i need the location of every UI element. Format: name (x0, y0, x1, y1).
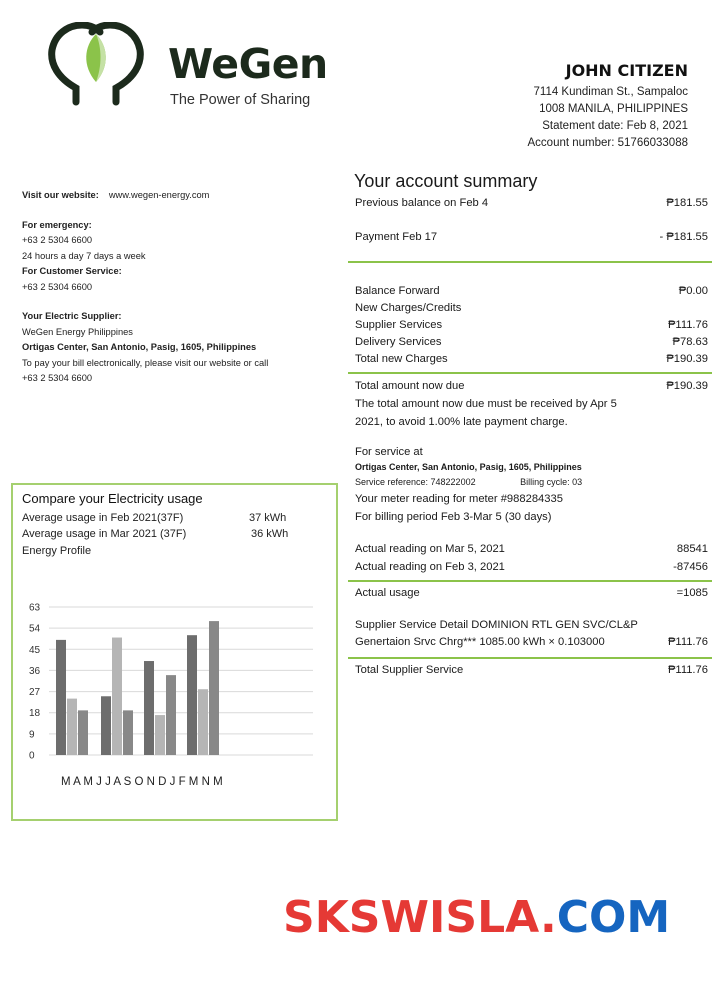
y-tick-label: 18 (29, 708, 41, 720)
usage-bar (144, 661, 154, 755)
customer-address-line2: 1008 MANILA, PHILIPPINES (539, 103, 688, 115)
actual-reading-feb-row (348, 558, 712, 576)
emergency-hours: 24 hours a day 7 days a week (22, 250, 146, 261)
usage-bar (155, 715, 165, 755)
supplier-detail-line1: Supplier Service Detail DOMINION RTL GEN SVC/CL&P (355, 619, 638, 631)
payment-value: - ₱181.55 (659, 231, 708, 243)
payment-row (348, 229, 712, 246)
delivery-services-label: Delivery Services (355, 336, 442, 348)
supplier-detail-line2-value: ₱111.76 (667, 636, 708, 648)
watermark-part2: COM (556, 892, 671, 943)
service-phone: +63 2 5304 6600 (22, 281, 93, 292)
balance-forward-label: Balance Forward (355, 285, 440, 297)
usage-bar (101, 696, 111, 755)
usage-bar (198, 689, 208, 755)
usage-feb-value: 37 kWh (249, 512, 287, 524)
total-supplier-row (348, 662, 712, 679)
previous-balance-row (348, 195, 712, 212)
usage-bar (166, 675, 176, 755)
website-label: Visit our website: (22, 190, 99, 200)
usage-bar (123, 710, 133, 755)
billing-cycle: Billing cycle: 03 (520, 477, 583, 487)
website-row (22, 188, 332, 204)
actual-usage-value: =1085 (676, 587, 708, 599)
delivery-services-row (348, 334, 712, 351)
usage-comparison-box (11, 483, 338, 821)
usage-bar (78, 710, 88, 755)
actual-reading-mar-value: 88541 (676, 543, 708, 555)
y-tick-label: 36 (29, 665, 41, 677)
x-tick-labels: M A M J J A S O N D J F M N M (61, 776, 223, 788)
actual-usage-label: Actual usage (355, 587, 420, 599)
usage-title: Compare your Electricity usage (22, 491, 203, 506)
previous-balance-value: ₱181.55 (666, 197, 708, 209)
delivery-services-value: ₱78.63 (672, 336, 708, 348)
service-ref-row (348, 475, 712, 490)
usage-mar-label: Average usage in Mar 2021 (37F) (22, 528, 187, 540)
supplier-services-label: Supplier Services (355, 319, 443, 331)
wegen-logo-icon (46, 22, 146, 108)
customer-block (528, 60, 688, 152)
total-due-label: Total amount now due (355, 380, 465, 392)
balance-forward-row (348, 283, 712, 300)
y-tick-label: 54 (29, 623, 41, 635)
statement-date: Statement date: Feb 8, 2021 (542, 120, 688, 132)
service-reference: Service reference: 748222002 (355, 477, 476, 487)
watermark-logo (283, 892, 670, 943)
supplier-name: WeGen Energy Philippines (22, 326, 133, 337)
summary-title: Your account summary (354, 171, 538, 191)
account-summary (348, 170, 712, 679)
y-tick-label: 9 (29, 729, 35, 741)
previous-balance-label: Previous balance on Feb 4 (355, 197, 489, 209)
supplier-services-row (348, 317, 712, 334)
balance-forward-value: ₱0.00 (678, 285, 708, 297)
customer-name: JOHN CITIZEN (565, 61, 688, 80)
emergency-phone: +63 2 5304 6600 (22, 235, 93, 245)
actual-usage-row (348, 585, 712, 602)
total-supplier-value: ₱111.76 (667, 664, 708, 676)
customer-address-line1: 7114 Kundiman St., Sampaloc (533, 86, 688, 98)
supplier-services-value: ₱111.76 (667, 319, 708, 331)
meter-reading: Your meter reading for meter #988284335 (355, 493, 563, 505)
new-charges-label: New Charges/Credits (355, 302, 462, 314)
total-new-charges-value: ₱190.39 (666, 353, 708, 365)
watermark-dot: . (539, 892, 557, 943)
supplier-address: Ortigas Center, San Antonio, Pasig, 1605, Philippines (22, 342, 257, 352)
y-tick-label: 63 (29, 602, 41, 614)
website-link[interactable]: www.wegen-energy.com (108, 190, 210, 200)
pay-phone: +63 2 5304 6600 (22, 373, 93, 383)
y-tick-label: 0 (29, 750, 35, 762)
actual-reading-feb-label: Actual reading on Feb 3, 2021 (355, 561, 505, 573)
y-tick-label: 45 (29, 644, 41, 656)
usage-mar-value: 36 kWh (251, 528, 289, 540)
account-number: Account number: 51766033088 (527, 137, 688, 149)
payment-label: Payment Feb 17 (355, 231, 438, 243)
actual-reading-mar-label: Actual reading on Mar 5, 2021 (355, 543, 505, 555)
service-at-label: For service at (355, 446, 423, 458)
total-supplier-label: Total Supplier Service (355, 664, 464, 676)
usage-bar (67, 699, 77, 755)
supplier-detail-line2-label: Genertaion Srvc Chrg*** 1085.00 kWh × 0.103000 (355, 636, 605, 648)
usage-bar (209, 621, 219, 755)
brand-tagline: The Power of Sharing (170, 92, 311, 108)
contact-info (22, 188, 332, 387)
supplier-detail-row (348, 634, 712, 651)
brand-name: WeGen (168, 40, 328, 88)
total-new-charges-row (348, 351, 712, 368)
usage-feb-label: Average usage in Feb 2021(37F) (22, 512, 184, 524)
pay-note: To pay your bill electronically, please visit our website or call (22, 357, 269, 368)
total-due-row (348, 378, 712, 395)
total-due-value: ₱190.39 (666, 380, 708, 392)
usage-bar-chart (13, 485, 336, 819)
due-note-line1: The total amount now due must be received by Apr 5 (355, 398, 617, 410)
total-new-charges-label: Total new Charges (355, 353, 448, 365)
actual-reading-feb-value: -87456 (673, 561, 708, 573)
usage-bar (187, 635, 197, 755)
usage-bar (56, 640, 66, 755)
usage-bar (112, 638, 122, 755)
y-tick-label: 27 (29, 687, 41, 699)
billing-period: For billing period Feb 3-Mar 5 (30 days) (355, 511, 552, 523)
service-address: Ortigas Center, San Antonio, Pasig, 1605, Philippines (355, 462, 582, 472)
service-label: For Customer Service: (22, 266, 122, 276)
watermark-part1: SKSWISLA (283, 892, 540, 943)
emergency-label: For emergency: (22, 219, 92, 230)
due-note-line2: 2021, to avoid 1.00% late payment charge. (355, 416, 568, 428)
actual-reading-mar-row (348, 540, 712, 558)
supplier-label: Your Electric Supplier: (22, 311, 122, 321)
energy-profile-label: Energy Profile (22, 545, 92, 557)
